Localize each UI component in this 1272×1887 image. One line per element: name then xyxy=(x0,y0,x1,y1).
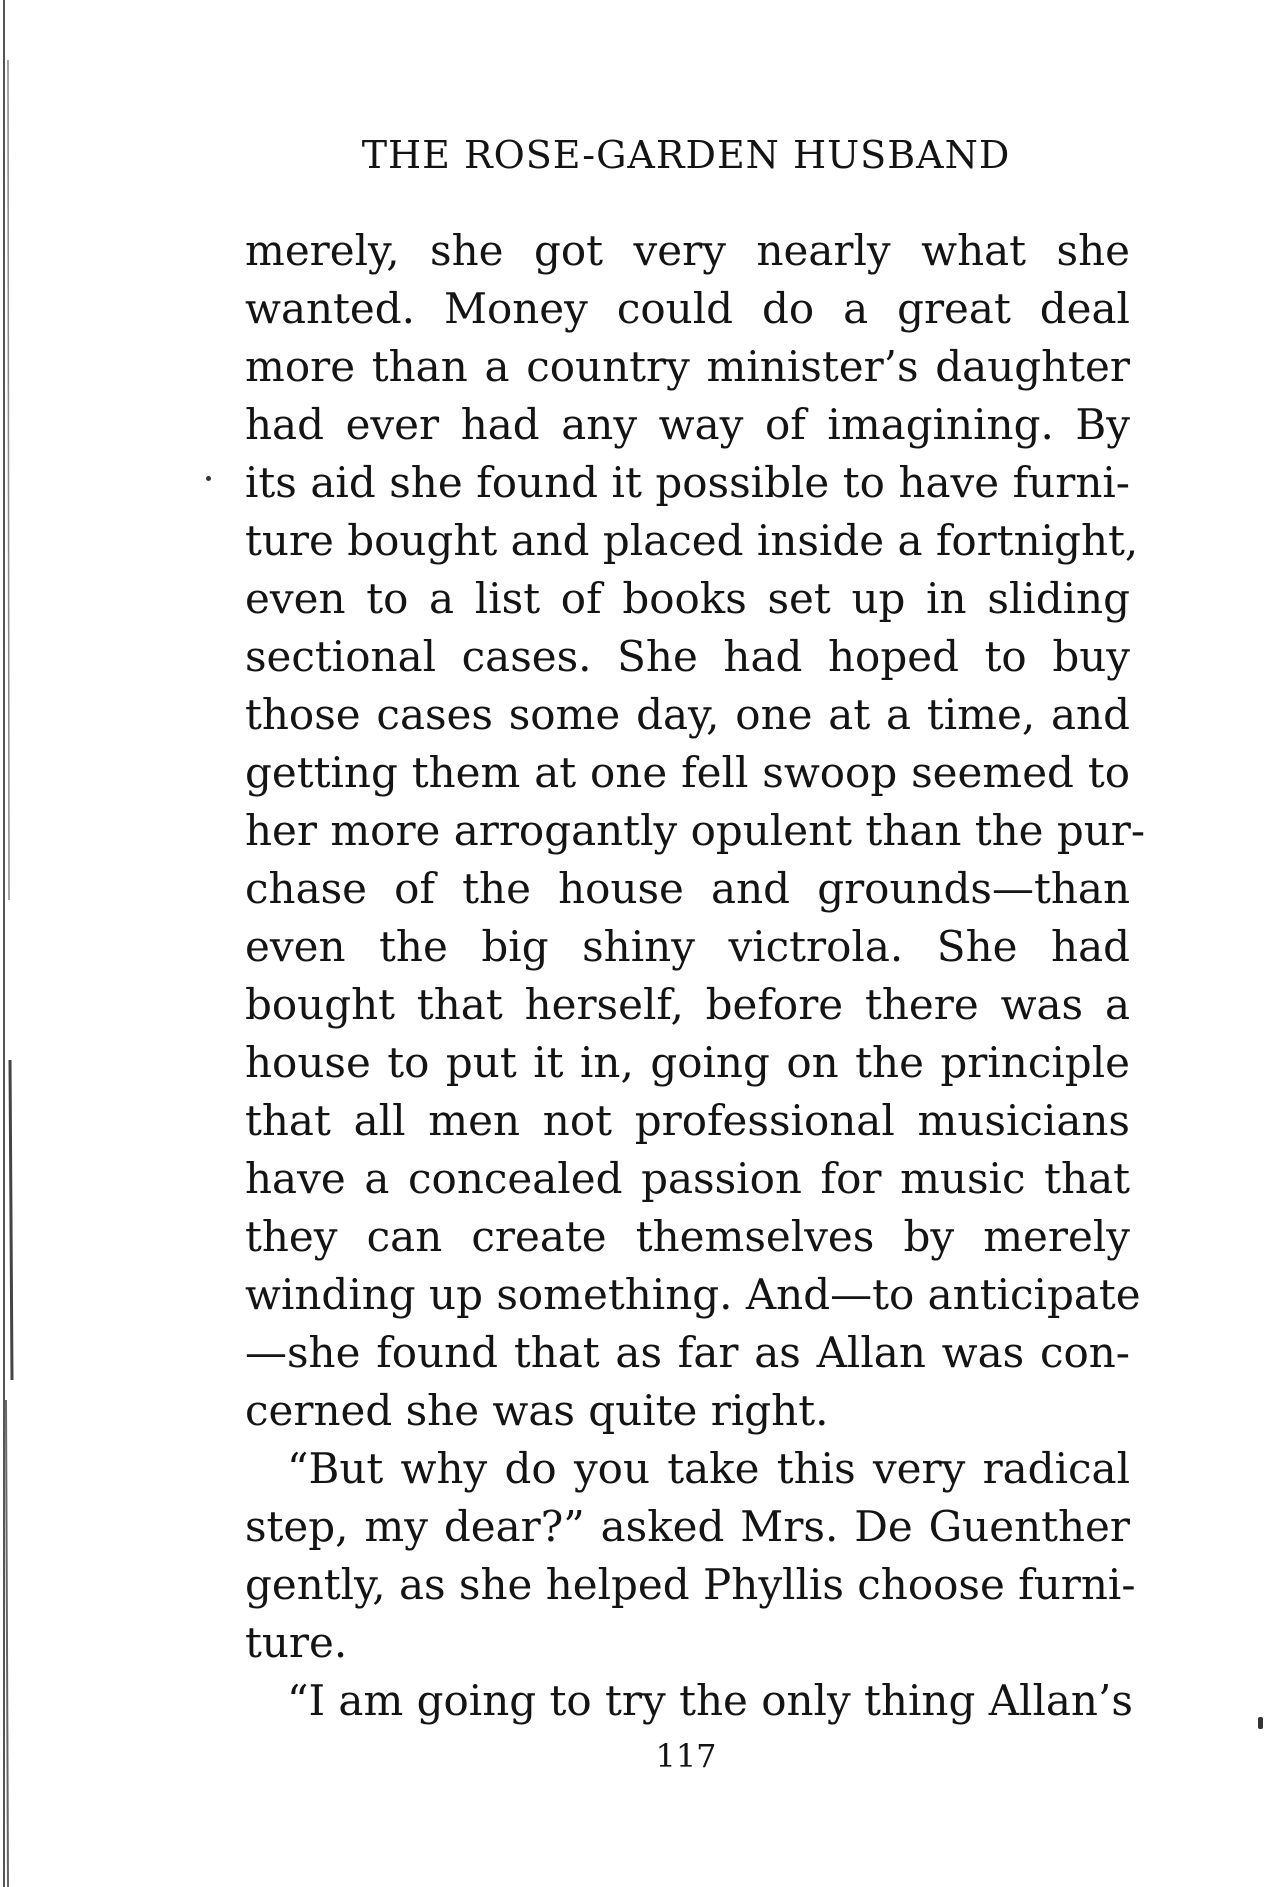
text-line: those cases some day, one at a time, and xyxy=(245,690,1130,739)
text-line: —she found that as far as Allan was con- xyxy=(245,1328,1130,1377)
paragraph xyxy=(245,1672,1133,1730)
text-line: getting them at one fell swoop seemed to xyxy=(245,748,1130,797)
text-line: even the big shiny victrola. She had xyxy=(245,922,1130,971)
paragraph xyxy=(245,222,1146,1440)
text-line: cerned she was quite right. xyxy=(245,1386,829,1435)
text-line: even to a list of books set up in sliding xyxy=(245,574,1130,623)
binding-edge-shadow xyxy=(0,0,22,1887)
text-line: have a concealed passion for music that xyxy=(245,1154,1130,1203)
text-line: house to put it in, going on the principle xyxy=(245,1038,1130,1087)
text-line: ture bought and placed inside a fortnight, xyxy=(245,516,1139,565)
text-line: “I am going to try the only thing Allan’s xyxy=(287,1676,1133,1725)
text-line: ture. xyxy=(245,1618,348,1667)
text-line: that all men not professional musicians xyxy=(245,1096,1130,1145)
print-speck xyxy=(206,476,211,481)
paragraph xyxy=(245,1440,1136,1672)
text-line: her more arrogantly opulent than the pur- xyxy=(245,806,1146,855)
page-number: 117 xyxy=(655,1737,717,1775)
text-line: had ever had any way of imagining. By xyxy=(245,400,1130,449)
body-text xyxy=(245,222,1146,1730)
print-speck xyxy=(1258,1717,1263,1729)
running-head: THE ROSE-GARDEN HUSBAND xyxy=(361,133,1011,177)
text-line: merely, she got very nearly what she xyxy=(245,226,1130,275)
text-line: “But why do you take this very radical xyxy=(287,1444,1130,1493)
text-line: bought that herself, before there was a xyxy=(245,980,1130,1029)
text-line: its aid she found it possible to have furni- xyxy=(245,458,1130,507)
text-line: chase of the house and grounds—than xyxy=(245,864,1130,913)
text-line: winding up something. And—to anticipate xyxy=(245,1270,1141,1319)
text-line: wanted. Money could do a great deal xyxy=(245,284,1130,333)
text-line: sectional cases. She had hoped to buy xyxy=(245,632,1130,681)
text-line: more than a country minister’s daughter xyxy=(245,342,1130,391)
text-line: they can create themselves by merely xyxy=(245,1212,1130,1261)
text-line: gently, as she helped Phyllis choose furni- xyxy=(245,1560,1136,1609)
text-line: step, my dear?” asked Mrs. De Guenther xyxy=(245,1502,1130,1551)
